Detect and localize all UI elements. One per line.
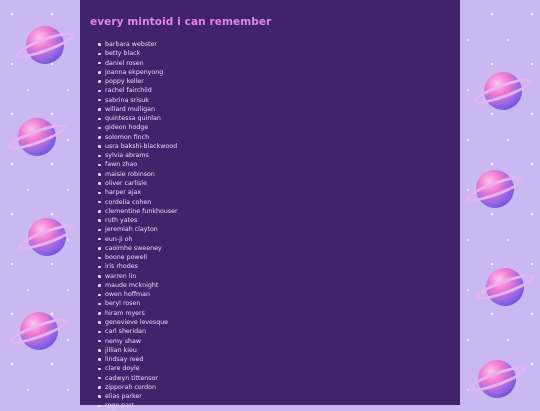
list-item: harper ajax — [98, 188, 460, 197]
list-item: jeremiah clayton — [98, 225, 460, 234]
list-item: cordelia cohen — [98, 198, 460, 207]
list-item: joanna ekpenyong — [98, 68, 460, 77]
planet-icon — [18, 118, 56, 156]
list-item: boone powell — [98, 253, 460, 262]
list-item: ruth yates — [98, 216, 460, 225]
list-item: oliver carlisle — [98, 179, 460, 188]
list-item: beryl rosen — [98, 299, 460, 308]
planet-icon — [484, 72, 522, 110]
list-item: rachel fairchild — [98, 86, 460, 95]
list-item: willard mulligan — [98, 105, 460, 114]
list-item: genevieve levesque — [98, 318, 460, 327]
list-item: zipporah cordon — [98, 383, 460, 392]
list-item: carl sheridan — [98, 327, 460, 336]
list-item: caoimhe sweeney — [98, 244, 460, 253]
list-item: betty black — [98, 49, 460, 58]
page-title: every mintoid i can remember — [90, 16, 272, 28]
list-item: quintessa quinlan — [98, 114, 460, 123]
planet-icon — [28, 218, 66, 256]
list-item: warren lin — [98, 272, 460, 281]
list-item: eun-ji oh — [98, 235, 460, 244]
list-item: maude mcknight — [98, 281, 460, 290]
list-item: barbara webster — [98, 40, 460, 49]
list-item: elias parker — [98, 392, 460, 401]
content-panel — [80, 0, 460, 410]
list-item: owen hoffman — [98, 290, 460, 299]
planet-icon — [20, 312, 58, 350]
background-pattern-left — [0, 0, 80, 405]
list-item: gideon hodge — [98, 123, 460, 132]
list-item: daniel rosen — [98, 59, 460, 68]
list-item: cadwyn tittensor — [98, 374, 460, 383]
list-item: usra bakshi-blackwood — [98, 142, 460, 151]
list-item: nemy shaw — [98, 337, 460, 346]
list-item: poppy keller — [98, 77, 460, 86]
list-item: fawn zhao — [98, 160, 460, 169]
list-item: sabrina srisuk — [98, 96, 460, 105]
planet-icon — [476, 170, 514, 208]
list-item: hiram myers — [98, 309, 460, 318]
list-item: solomon finch — [98, 133, 460, 142]
list-item: iris rhodes — [98, 262, 460, 271]
list-item: clare doyle — [98, 364, 460, 373]
list-item: lindsay reed — [98, 355, 460, 364]
planet-icon — [486, 268, 524, 306]
list-item: clementine funkhouser — [98, 207, 460, 216]
background-pattern-right — [460, 0, 540, 405]
names-list — [98, 40, 460, 411]
list-item: rogo parr — [98, 401, 460, 410]
list-item: maisie robinson — [98, 170, 460, 179]
planet-icon — [26, 26, 64, 64]
list-item: sylvia abrams — [98, 151, 460, 160]
list-item: jillian kieu — [98, 346, 460, 355]
planet-icon — [478, 360, 516, 398]
